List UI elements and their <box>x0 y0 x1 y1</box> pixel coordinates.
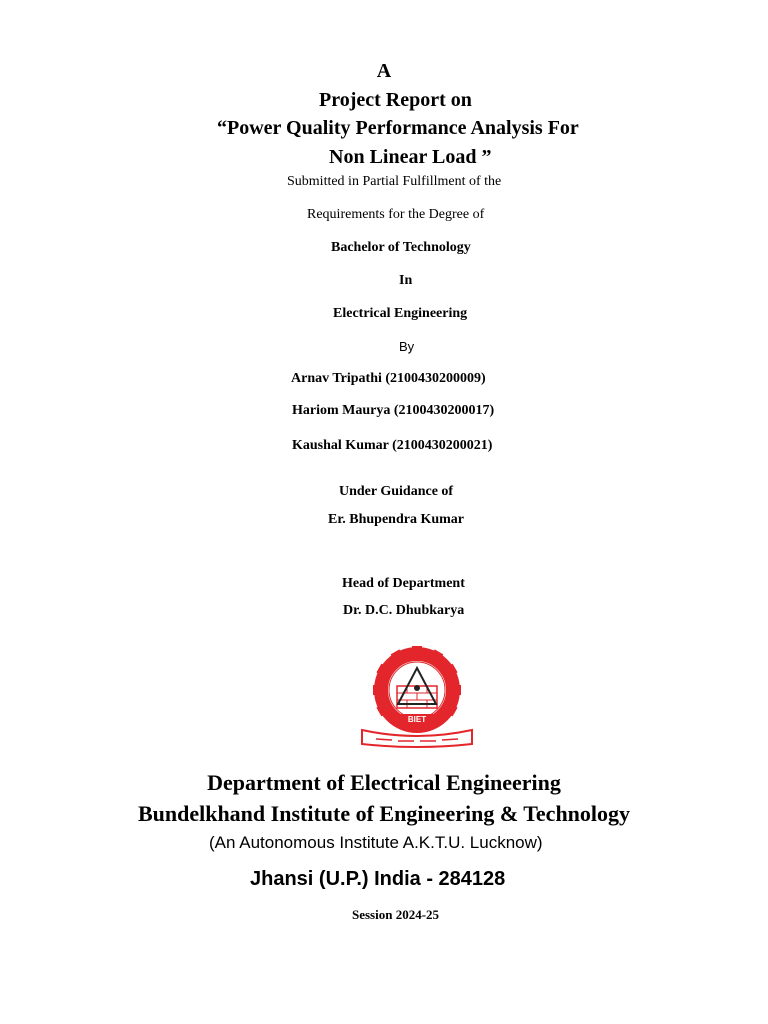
requirements-text: Requirements for the Degree of <box>307 207 485 222</box>
hod-label: Head of Department <box>342 576 465 591</box>
location-text: Jhansi (U.P.) India - 284128 <box>250 868 506 890</box>
autonomous-text: (An Autonomous Institute A.K.T.U. Lucknow) <box>209 833 543 852</box>
student-1: Arnav Tripathi (2100430200009) <box>291 371 486 386</box>
biet-logo <box>356 646 478 748</box>
in-text: In <box>399 273 413 288</box>
institute-name: Bundelkhand Institute of Engineering & Technology <box>137 801 631 826</box>
report-title-line1: “Power Quality Performance Analysis For <box>217 117 579 139</box>
guidance-label: Under Guidance of <box>339 484 454 499</box>
department-name: Department of Electrical Engineering <box>207 770 561 795</box>
branch-text: Electrical Engineering <box>333 306 468 321</box>
degree-text: Bachelor of Technology <box>331 240 471 255</box>
submitted-text: Submitted in Partial Fulfillment of the <box>287 174 502 189</box>
student-3: Kaushal Kumar (2100430200021) <box>292 438 493 453</box>
student-2: Hariom Maurya (2100430200017) <box>292 403 495 418</box>
by-text: By <box>399 339 415 354</box>
guide-name: Er. Bhupendra Kumar <box>328 512 465 527</box>
session-text: Session 2024-25 <box>352 907 440 922</box>
biet-ribbon-text: BIET <box>407 715 427 724</box>
heading-project-report: Project Report on <box>319 89 472 111</box>
heading-a: A <box>376 60 392 82</box>
hod-name: Dr. D.C. Dhubkarya <box>343 603 465 618</box>
report-title-line2: Non Linear Load ” <box>329 146 492 168</box>
